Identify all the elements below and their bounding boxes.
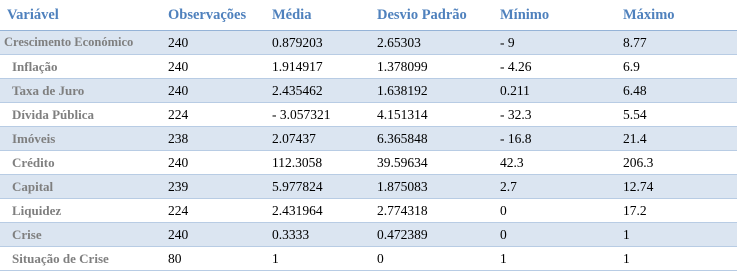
table-row [0,151,737,175]
header-minimo: Mínimo [493,0,616,31]
cell-minimo: 1 [493,247,616,271]
row-label: Situação de Crise [0,247,161,271]
cell-observacoes: 238 [161,127,265,151]
row-label: Taxa de Juro [0,79,161,103]
header-desvio-padrao: Desvio Padrão [370,0,493,31]
cell-desvio-padrao: 2.65303 [370,31,493,55]
cell-media: 2.435462 [265,79,370,103]
cell-media: 112.3058 [265,151,370,175]
cell-maximo: 1 [616,223,737,247]
row-label: Crescimento Económico [0,31,161,55]
cell-desvio-padrao: 39.59634 [370,151,493,175]
table-row [0,199,737,223]
row-label: Liquidez [0,199,161,223]
cell-maximo: 21.4 [616,127,737,151]
cell-maximo: 17.2 [616,199,737,223]
cell-desvio-padrao: 6.365848 [370,127,493,151]
table-row [0,103,737,127]
cell-media: 2.431964 [265,199,370,223]
table-row [0,31,737,55]
cell-observacoes: 240 [161,55,265,79]
row-label: Dívida Pública [0,103,161,127]
table-row [0,175,737,199]
header-variavel: Variável [0,0,161,31]
row-label: Imóveis [0,127,161,151]
header-observacoes: Observações [161,0,265,31]
cell-media: 0.3333 [265,223,370,247]
cell-maximo: 8.77 [616,31,737,55]
cell-media: 1 [265,247,370,271]
table-row [0,247,737,271]
cell-desvio-padrao: 1.875083 [370,175,493,199]
cell-minimo: 0.211 [493,79,616,103]
cell-media: 0.879203 [265,31,370,55]
cell-desvio-padrao: 0.472389 [370,223,493,247]
cell-minimo: 42.3 [493,151,616,175]
cell-observacoes: 240 [161,223,265,247]
cell-observacoes: 224 [161,103,265,127]
cell-maximo: 12.74 [616,175,737,199]
cell-media: 5.977824 [265,175,370,199]
cell-observacoes: 240 [161,31,265,55]
cell-maximo: 1 [616,247,737,271]
cell-minimo: 0 [493,223,616,247]
header-maximo: Máximo [616,0,737,31]
cell-maximo: 206.3 [616,151,737,175]
cell-desvio-padrao: 1.638192 [370,79,493,103]
cell-maximo: 5.54 [616,103,737,127]
table-row [0,127,737,151]
header-row [0,0,737,31]
cell-minimo: - 4.26 [493,55,616,79]
row-label: Inflação [0,55,161,79]
cell-minimo: - 16.8 [493,127,616,151]
cell-desvio-padrao: 2.774318 [370,199,493,223]
row-label: Crédito [0,151,161,175]
cell-media: 2.07437 [265,127,370,151]
cell-observacoes: 240 [161,79,265,103]
cell-minimo: 0 [493,199,616,223]
cell-desvio-padrao: 0 [370,247,493,271]
table-row [0,55,737,79]
cell-maximo: 6.48 [616,79,737,103]
cell-observacoes: 239 [161,175,265,199]
header-media: Média [265,0,370,31]
table-row [0,79,737,103]
cell-maximo: 6.9 [616,55,737,79]
cell-minimo: - 9 [493,31,616,55]
cell-observacoes: 80 [161,247,265,271]
cell-minimo: 2.7 [493,175,616,199]
table-row [0,223,737,247]
cell-minimo: - 32.3 [493,103,616,127]
cell-media: 1.914917 [265,55,370,79]
row-label: Capital [0,175,161,199]
cell-observacoes: 240 [161,151,265,175]
cell-media: - 3.057321 [265,103,370,127]
cell-desvio-padrao: 1.378099 [370,55,493,79]
row-label: Crise [0,223,161,247]
cell-desvio-padrao: 4.151314 [370,103,493,127]
cell-observacoes: 224 [161,199,265,223]
